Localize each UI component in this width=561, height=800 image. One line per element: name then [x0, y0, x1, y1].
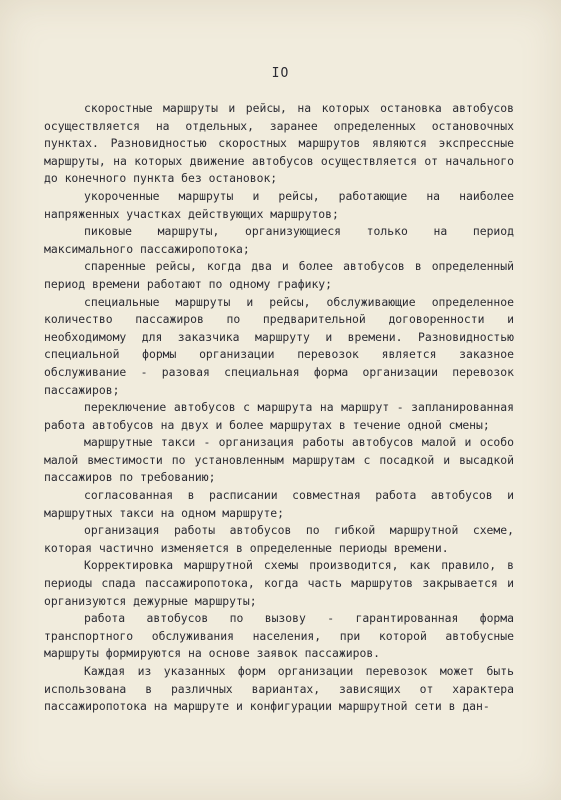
paragraph: укороченные маршруты и рейсы, работающие на наиболее напряженных участках действующих маршрутов; — [44, 188, 514, 221]
paragraph: спаренные рейсы, когда два и более автобусов в определенный период времени работают по одному графику; — [44, 259, 514, 291]
paragraph: работа автобусов по вызову - гарантированная форма транспортного обслуживания населения, при которой автобусные маршруты формируются на основе заявок пассажиров. — [44, 611, 514, 661]
page-number: IO — [271, 66, 290, 81]
paragraph: скоростные маршруты и рейсы, на которых остановка автобусов осуществляется на отдельных, заранее определенных остановочных пунктах. Разновидностью скоростных маршрутов являются экспрессные маршруты, на которых движение автобусов осуществляется от начального до конечного пункта без остановок; — [44, 101, 514, 186]
page-body — [44, 100, 514, 716]
paragraph: организация работы автобусов по гибкой маршрутной схеме, которая частично изменяется в определенные периоды времени. — [44, 523, 514, 555]
paragraph: Корректировка маршрутной схемы производится, как правило, в периоды спада пассажиропотока, когда часть маршрутов закрывается и организуются дежурные маршруты; — [44, 558, 514, 608]
paragraph: специальные маршруты и рейсы, обслуживающие определенное количество пассажиров по предварительной договоренности и необходимому для заказчика маршруту и времени. Разновидностью специальной формы организации перевозок является заказное обслуживание - разовая специальная форма организации перевозок пассажиров; — [44, 294, 514, 397]
paragraph: согласованная в расписании совместная работа автобусов и маршрутных такси на одном маршруте; — [44, 488, 514, 520]
paragraph: переключение автобусов с маршрута на маршрут - запланированная работа автобусов на двух и более маршрутах в течение одной смены; — [44, 400, 514, 432]
paragraph: Каждая из указанных форм организации перевозок может быть использована в различных вариантах, зависящих от характера пассажиропотока на маршруте и конфигурации маршрутной сети в дан- — [44, 664, 514, 714]
paragraph: пиковые маршруты, организующиеся только на период максимального пассажиропотока; — [44, 224, 514, 256]
paragraph: маршрутные такси - организация работы автобусов малой и особо малой вместимости по установленным маршрутам с посадкой и высадкой пассажиров по требованию; — [44, 435, 514, 485]
